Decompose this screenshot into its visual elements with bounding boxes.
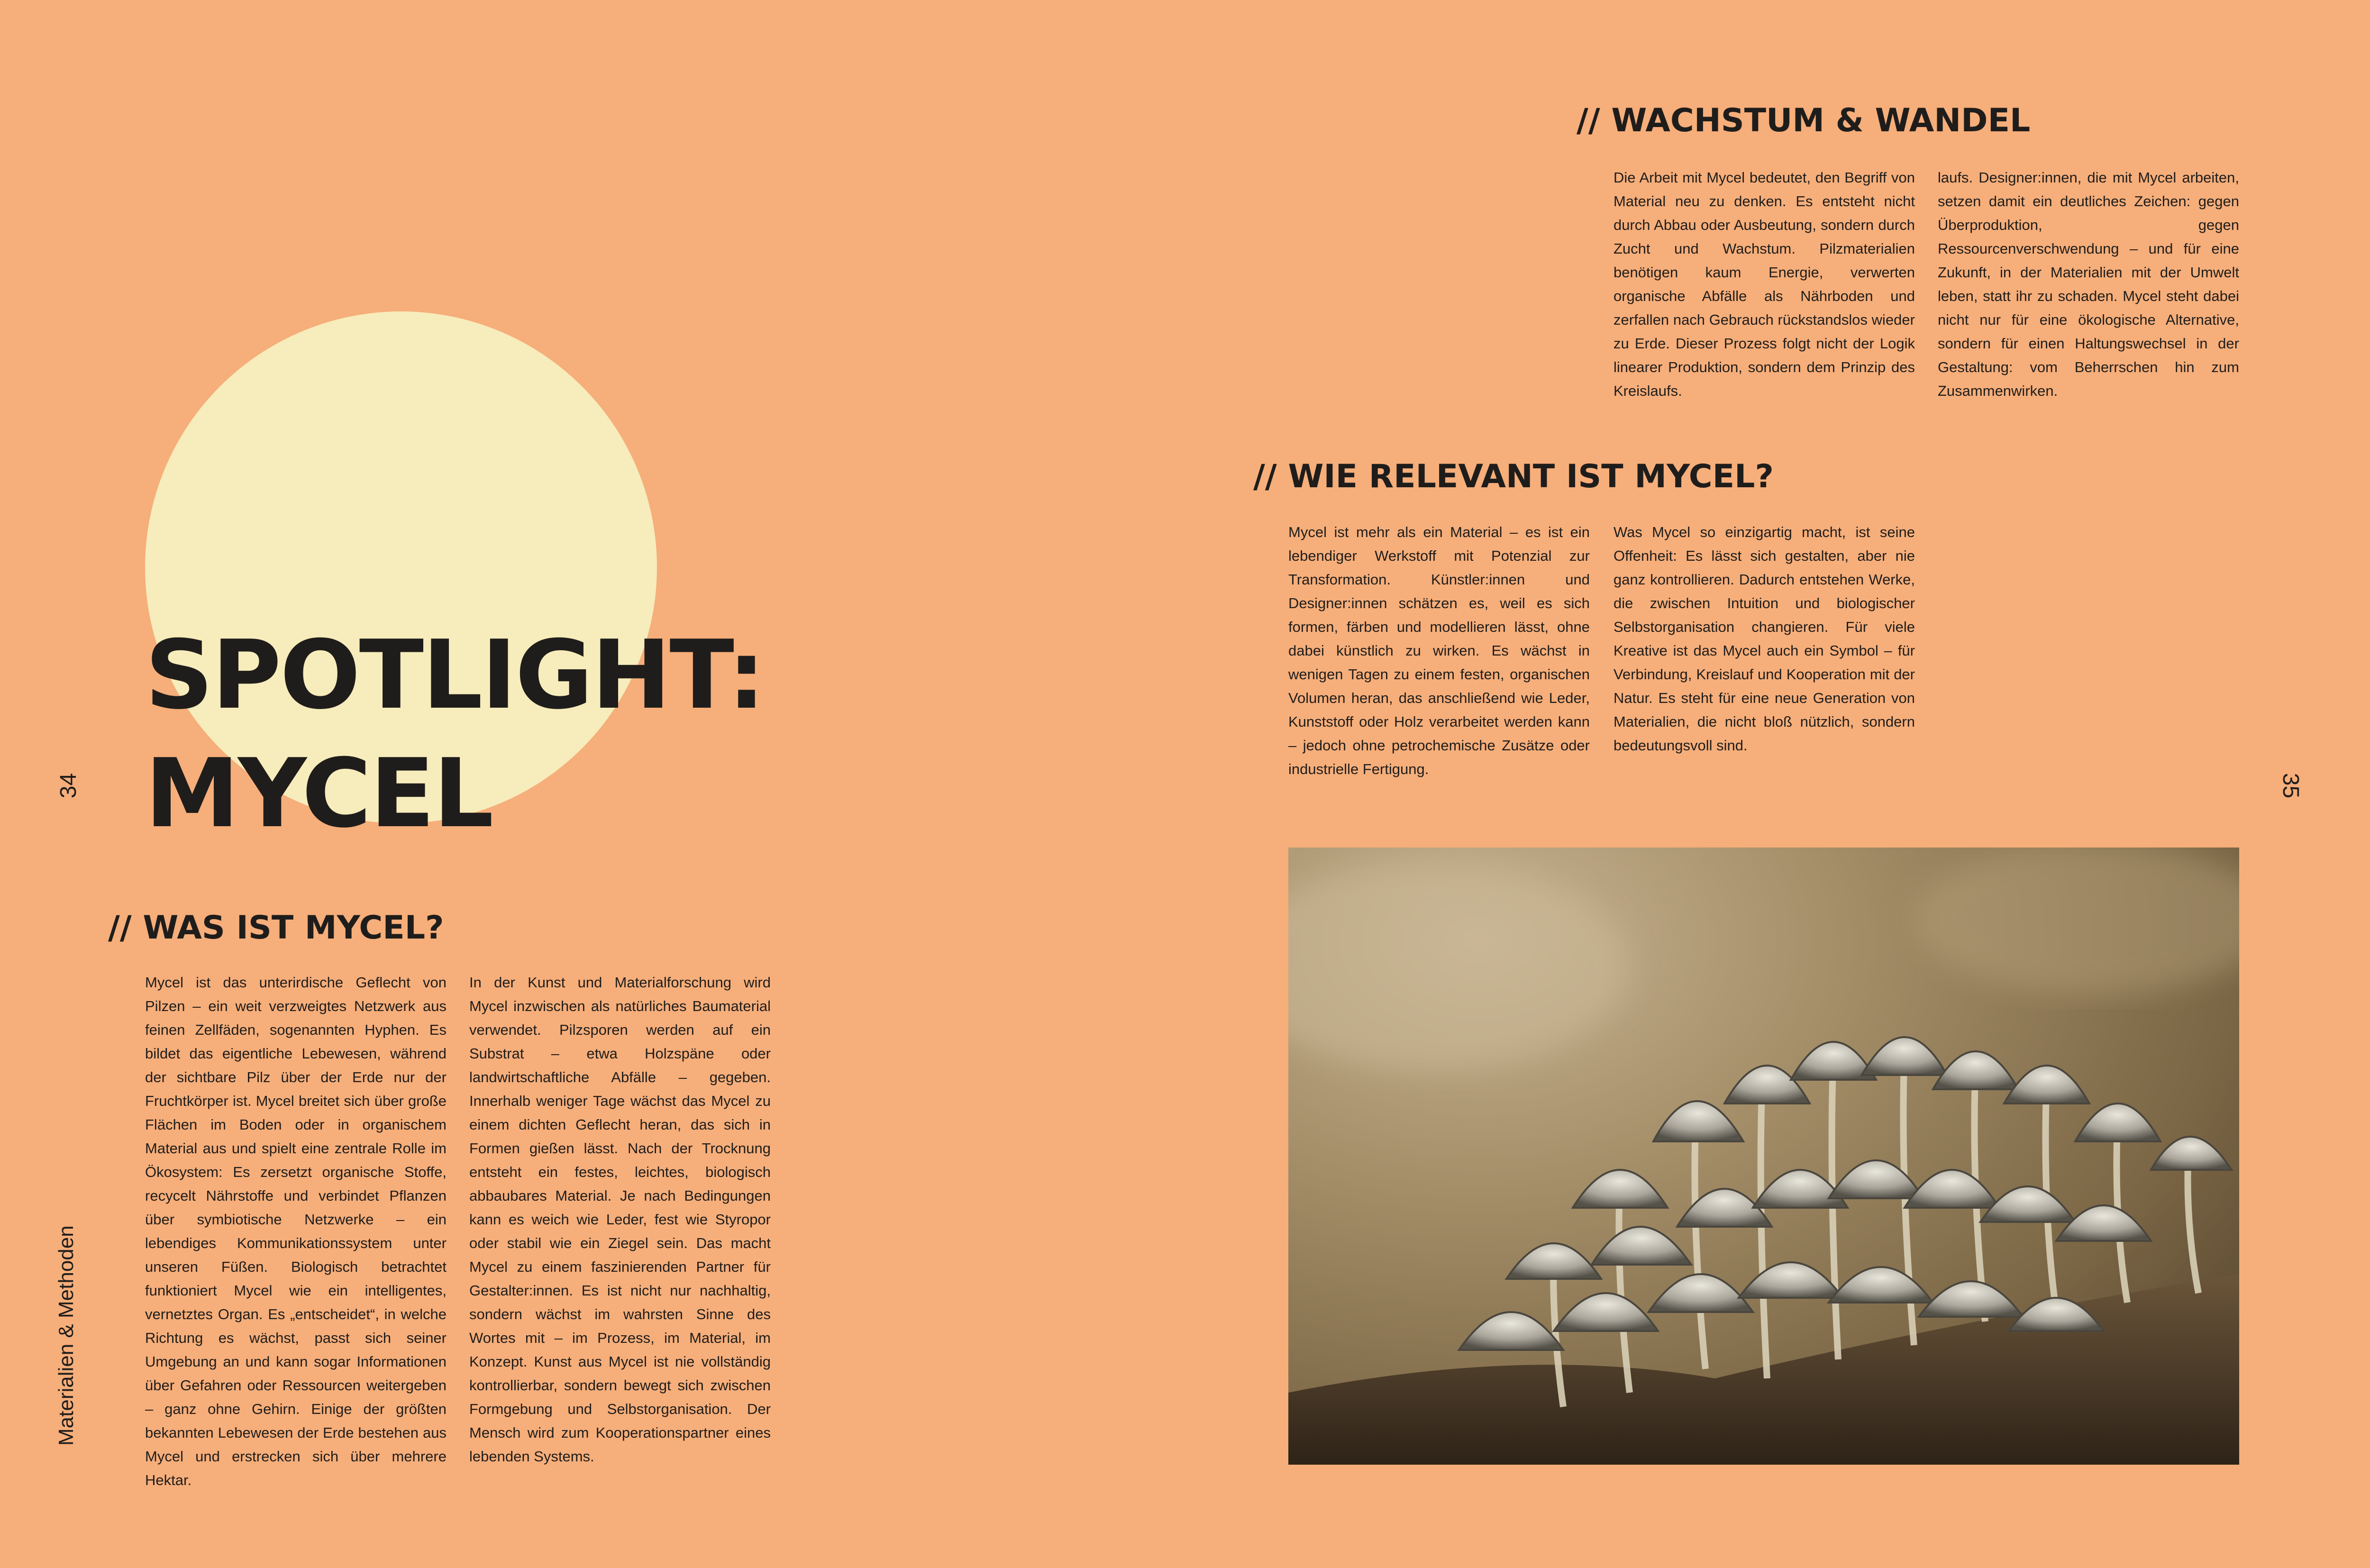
section-label: Materialien & Methoden (55, 1225, 78, 1446)
relevant-column-1: Mycel ist mehr als ein Material – es ist ein lebendiger Werkstoff mit Potenzial zur Transformation. Künstler:innen und Designer:innen schätzen es, weil es sich formen, färben und modellieren lässt, ohne dabei künstlich zu wirken. Es wächst in wenigen Tagen zu einem festen, organischen Volumen heran, das anschließend wie Leder, Kunststoff oder Holz verarbeitet werden kann – jedoch ohne petrochemische Zusätze oder industrielle Fertigung. (1288, 524, 1590, 777)
wachstum-column-1: Die Arbeit mit Mycel bedeutet, den Begriff von Material neu zu denken. Es entsteht nicht durch Abbau oder Ausbeutung, sondern durch Zucht und Wachstum. Pilzmaterialien benötigen kaum Energie, verwerten organische Abfälle als Nährboden und zerfallen nach Gebrauch rückstandslos wieder zu Erde. Dieser Prozess folgt nicht der Logik linearer Produktion, sondern dem Prinzip des Kreislaufs. (1613, 169, 1915, 399)
title-line-2: MYCEL (145, 738, 492, 849)
heading-was-ist-mycel: // WAS IST MYCEL? (108, 909, 444, 947)
heading-wachstum-wandel: // WACHSTUM & WANDEL (1577, 102, 2031, 139)
title-line-1: SPOTLIGHT: (145, 620, 764, 730)
mushroom-illustration (1288, 848, 2239, 1465)
wachstum-column-2: laufs. Designer:innen, die mit Mycel arbeiten, setzen damit ein deutliches Zeichen: gegen Überproduktion, gegen Ressourcenverschwendung – und für eine Zukunft, in der Materialien mit der Umwelt leben, statt ihr zu schaden. Mycel steht dabei nicht nur für eine ökologische Alternative, sondern für einen Haltungswechsel in der Gestaltung: vom Beherrschen hin zum Zusammenwirken. (1938, 169, 2239, 399)
page-title (145, 616, 764, 853)
page-number-left: 34 (56, 773, 82, 799)
was-ist-column-2: In der Kunst und Materialforschung wird Mycel inzwischen als natürliches Baumaterial verwendet. Pilzsporen werden auf ein Substrat – etwa Holzspäne oder landwirtschaftliche Abfälle – gegeben. Innerhalb weniger Tage wächst das Mycel zu einem dichten Geflecht heran, das sich in Formen gießen lässt. Nach der Trocknung entsteht ein festes, leichtes, biologisch abbaubares Material. Je nach Bedingungen kann es weich wie Leder, fest wie Styropor oder stabil wie ein Ziegel sein. Das macht Mycel zu einem faszinierenden Partner für Gestalter:innen. Es ist nicht nur nachhaltig, sondern wächst im wahrsten Sinne des Wortes mit – im Prozess, im Material, im Konzept. Kunst aus Mycel ist nie vollständig kontrollierbar, sondern bewegt sich zwischen Formgebung und Selbstorganisation. Der Mensch wird zum Kooperationspartner eines lebenden Systems. (469, 974, 771, 1465)
heading-wie-relevant: // WIE RELEVANT IST MYCEL? (1253, 458, 1774, 495)
relevant-column-2: Was Mycel so einzigartig macht, ist seine Offenheit: Es lässt sich gestalten, aber nie ganz kontrollieren. Dadurch entstehen Werke, die zwischen Intuition und biologischer Selbstorganisation changieren. Für viele Kreative ist das Mycel auch ein Symbol – für Verbindung, Kreislauf und Kooperation mit der Natur. Es steht für eine neue Generation von Materialien, die nicht bloß nützlich, sondern bedeutungsvoll sind. (1613, 524, 1915, 754)
mushroom-photo (1288, 848, 2239, 1465)
was-ist-column-1: Mycel ist das unterirdische Geflecht von Pilzen – ein weit verzweigtes Netzwerk aus feinen Zellfäden, sogenannten Hyphen. Es bildet das eigentliche Lebewesen, während der sichtbare Pilz über der Erde nur der Fruchtkörper ist. Mycel breitet sich über große Flächen im Boden oder in organischem Material aus und spielt eine zentrale Rolle im Ökosystem: Es zersetzt organische Stoffe, recycelt Nährstoffe und verbindet Pflanzen über symbiotische Netzwerke – ein lebendiges Kommunikationssystem unter unseren Füßen. Biologisch betrachtet funktioniert Mycel wie ein intelligentes, vernetztes Organ. Es „entscheidet“, in welche Richtung es wächst, passt sich seiner Umgebung an und kann sogar Informationen über Gefahren oder Ressourcen weitergeben – ganz ohne Gehirn. Einige der größten bekannten Lebewesen der Erde bestehen aus Mycel und erstrecken sich über mehrere Hektar. (145, 974, 447, 1488)
page-number-right: 35 (2278, 773, 2304, 799)
